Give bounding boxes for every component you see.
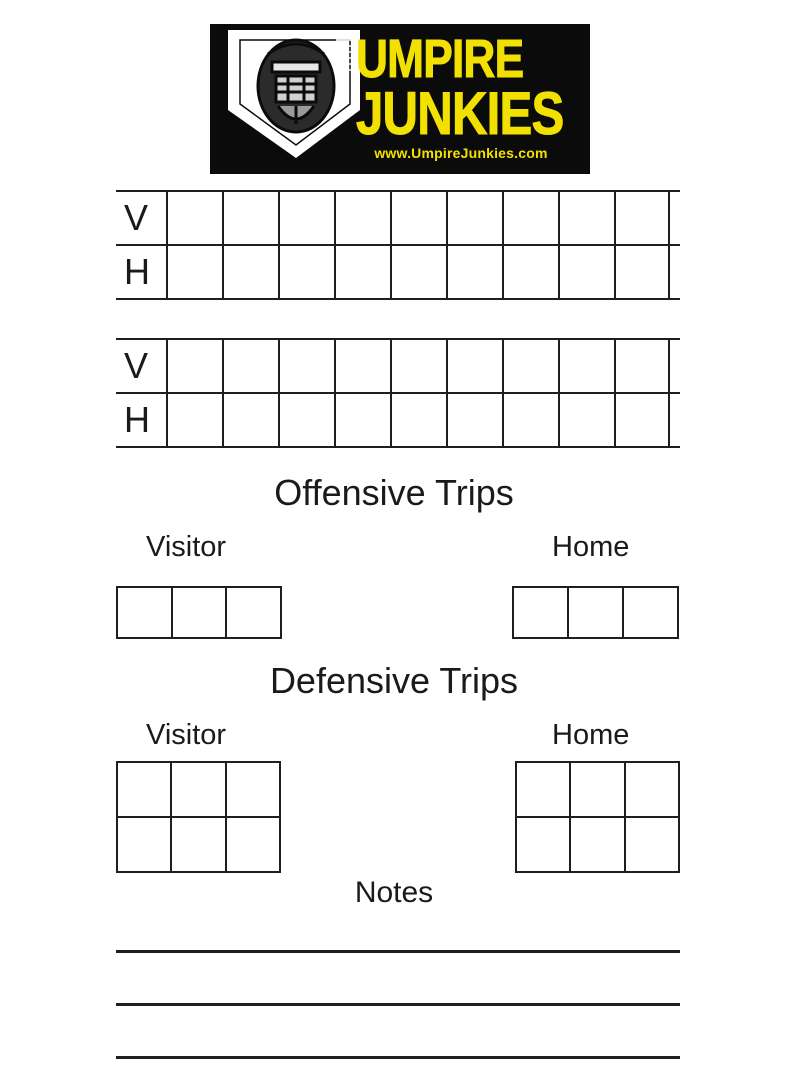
inning-cell[interactable]: [446, 394, 502, 446]
notes-title: Notes: [354, 876, 434, 909]
home-row-label: H: [124, 251, 150, 292]
inning-cell[interactable]: [166, 394, 222, 446]
inning-cell[interactable]: [278, 340, 334, 392]
trip-checkbox[interactable]: [569, 588, 624, 639]
inning-cell[interactable]: [390, 394, 446, 446]
inning-cell[interactable]: [558, 394, 614, 446]
trip-checkbox[interactable]: [118, 818, 172, 873]
home-row: [116, 246, 680, 300]
home-row-label: H: [124, 399, 150, 440]
inning-cell[interactable]: [614, 246, 670, 298]
offensive-visitor-label: Visitor: [146, 531, 227, 563]
inning-cell[interactable]: [334, 192, 390, 244]
scoreboard-grid-1: [116, 190, 680, 300]
inning-cell[interactable]: [502, 340, 558, 392]
inning-cell[interactable]: [222, 246, 278, 298]
trip-checkbox[interactable]: [624, 588, 679, 639]
inning-cell[interactable]: [334, 340, 390, 392]
scoreboard-grid-2: [116, 338, 680, 448]
note-line[interactable]: [116, 950, 680, 953]
inning-cell[interactable]: [166, 192, 222, 244]
trip-checkbox[interactable]: [571, 763, 625, 818]
defensive-home-boxes: [515, 761, 680, 873]
trip-checkbox[interactable]: [227, 588, 282, 639]
offensive-visitor-boxes: [116, 586, 282, 639]
trip-checkbox[interactable]: [571, 818, 625, 873]
trip-checkbox[interactable]: [172, 818, 226, 873]
trip-checkbox[interactable]: [626, 763, 680, 818]
inning-cell[interactable]: [614, 394, 670, 446]
inning-cell[interactable]: [334, 394, 390, 446]
trip-checkbox[interactable]: [514, 588, 569, 639]
logo-website: www.UmpireJunkies.com: [374, 145, 548, 161]
inning-cell[interactable]: [278, 192, 334, 244]
note-line[interactable]: [116, 1056, 680, 1059]
note-line[interactable]: [116, 1003, 680, 1006]
defensive-visitor-label: Visitor: [146, 719, 227, 751]
visitor-row-label: V: [124, 345, 149, 386]
visitor-row: [116, 338, 680, 394]
inning-cell[interactable]: [502, 246, 558, 298]
defensive-visitor-boxes: [116, 761, 281, 873]
trip-checkbox[interactable]: [118, 763, 172, 818]
trip-checkbox[interactable]: [227, 763, 281, 818]
trip-checkbox[interactable]: [517, 818, 571, 873]
inning-cell[interactable]: [446, 192, 502, 244]
inning-cell[interactable]: [278, 246, 334, 298]
inning-cell[interactable]: [390, 340, 446, 392]
inning-cell[interactable]: [166, 340, 222, 392]
trip-checkbox[interactable]: [173, 588, 228, 639]
inning-cell[interactable]: [502, 192, 558, 244]
home-row: [116, 394, 680, 448]
inning-cell[interactable]: [222, 340, 278, 392]
inning-cell[interactable]: [558, 246, 614, 298]
inning-cell[interactable]: [222, 394, 278, 446]
visitor-row: [116, 190, 680, 246]
defensive-trips-title: Defensive Trips: [269, 660, 519, 701]
visitor-row-label: V: [124, 197, 149, 238]
trip-checkbox[interactable]: [172, 763, 226, 818]
inning-cell[interactable]: [446, 246, 502, 298]
logo-word-umpire: UMPIRE: [356, 29, 524, 89]
inning-cell[interactable]: [614, 340, 670, 392]
trip-checkbox[interactable]: [227, 818, 281, 873]
inning-cell[interactable]: [166, 246, 222, 298]
inning-cell[interactable]: [502, 394, 558, 446]
inning-cell[interactable]: [390, 246, 446, 298]
offensive-trips-title: Offensive Trips: [274, 472, 514, 513]
inning-cell[interactable]: [222, 192, 278, 244]
inning-cell[interactable]: [558, 192, 614, 244]
offensive-home-boxes: [512, 586, 679, 639]
trip-checkbox[interactable]: [118, 588, 173, 639]
logo-word-junkies: JUNKIES: [356, 80, 564, 147]
umpire-junkies-logo: [210, 24, 590, 174]
inning-cell[interactable]: [558, 340, 614, 392]
inning-cell[interactable]: [278, 394, 334, 446]
trip-checkbox[interactable]: [517, 763, 571, 818]
trip-checkbox[interactable]: [626, 818, 680, 873]
inning-cell[interactable]: [614, 192, 670, 244]
inning-cell[interactable]: [446, 340, 502, 392]
inning-cell[interactable]: [334, 246, 390, 298]
defensive-home-label: Home: [552, 719, 630, 751]
offensive-home-label: Home: [552, 531, 630, 563]
inning-cell[interactable]: [390, 192, 446, 244]
